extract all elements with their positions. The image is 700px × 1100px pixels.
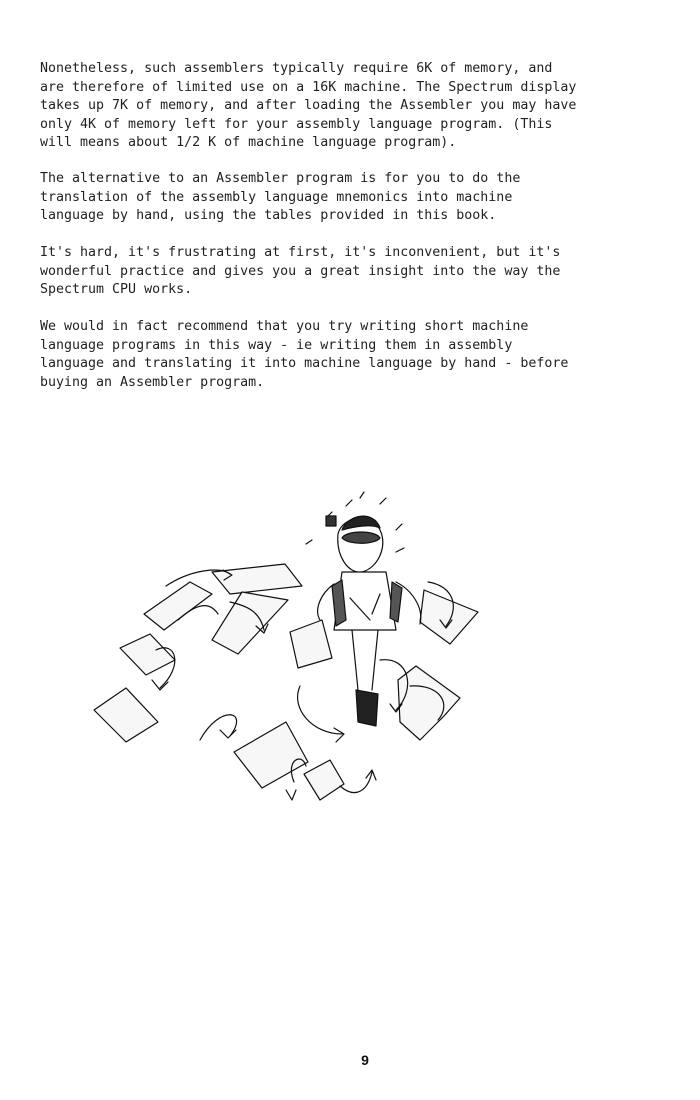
paragraph-assembler-memory: Nonetheless, such assemblers typically require 6K of memory, and are therefore of limited use on a 16K machine. The Spectrum display takes up 7K of memory, and after loading the Assembler you may have only 4K of memory left for your assembly language program. (This will means about 1/2 K of machine language program). (40, 61, 577, 151)
flow-box (420, 590, 478, 644)
boy-leg-right (372, 630, 378, 690)
paragraph-hand-translation: The alternative to an Assembler program is for you to do the translation of the assembly language mnemonics into machine language by hand, using the tables provided in this book. (40, 171, 521, 224)
boy-boots (356, 690, 378, 726)
flow-box (304, 760, 344, 800)
flowchart-boxes (94, 564, 478, 800)
flow-box (212, 592, 288, 654)
flow-box (234, 722, 308, 788)
flow-box (120, 634, 175, 675)
paragraph-recommendation: We would in fact recommend that you try writing short machine language programs in this way - ie writing them in assembly language and translating it into machine language by hand - before buying an Assembler program. (40, 319, 569, 390)
flow-box (94, 688, 158, 742)
paragraph-practice: It's hard, it's frustrating at first, it's inconvenient, but it's wonderful practice and gives you a great insight into the way the Spectrum CPU works. (40, 245, 561, 298)
boy-leg-left (352, 630, 358, 690)
boy-arm-left (318, 584, 334, 620)
flow-box (290, 620, 332, 668)
page-number: 9 (361, 1052, 369, 1068)
flowchart-boy-illustration (80, 490, 500, 810)
small-block (326, 516, 336, 526)
